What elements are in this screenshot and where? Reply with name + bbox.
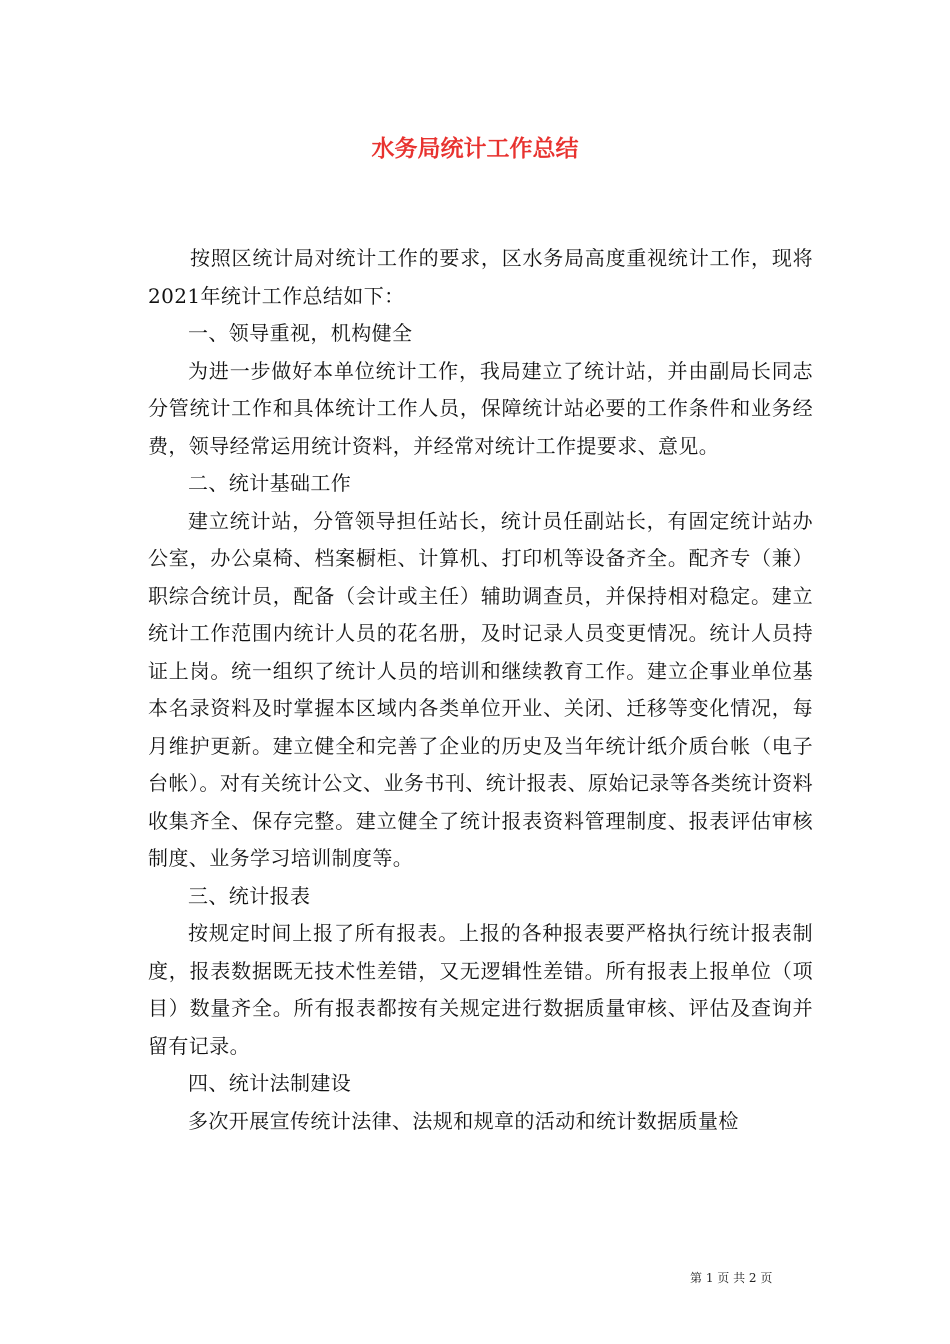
page-number: 第 1 页 共 2 页: [690, 1271, 773, 1285]
section-paragraph-4: 多次开展宣传统计法律、法规和规章的活动和统计数据质量检: [188, 1108, 739, 1133]
section-heading-2: 二、统计基础工作: [188, 471, 352, 495]
section-heading-3: 三、统计报表: [188, 883, 311, 908]
document-body: [148, 240, 813, 1140]
section-heading-1: 一、领导重视，机构健全: [188, 321, 413, 345]
section-heading-4: 四、统计法制建设: [188, 1071, 352, 1095]
section-paragraph-3: 按规定时间上报了所有报表。上报的各种报表要严格执行统计报表制度，报表数据既无技术性差错，又无逻辑性差错。所有报表上报单位（项目）数量齐全。所有报表都按有关规定进行数据质量审核、评估及查询并留有记录。: [148, 921, 813, 1058]
section-paragraph-2: 建立统计站，分管领导担任站长，统计员任副站长，有固定统计站办公室，办公桌椅、档案橱柜、计算机、打印机等设备齐全。配齐专（兼）职综合统计员，配备（会计或主任）辅助调查员，并保持相对稳定。建立统计工作范围内统计人员的花名册，及时记录人员变更情况。统计人员持证上岗。统一组织了统计人员的培训和继续教育工作。建立企事业单位基本名录资料及时掌握本区域内各类单位开业、关闭、迁移等变化情况，每月维护更新。建立健全和完善了企业的历史及当年统计纸介质台帐（电子台帐）。对有关统计公文、业务书刊、统计报表、原始记录等各类统计资料收集齐全、保存完整。建立健全了统计报表资料管理制度、报表评估审核制度、业务学习培训制度等。: [148, 508, 813, 870]
document-title: 水务局统计工作总结: [371, 136, 579, 162]
section-paragraph-1: 为进一步做好本单位统计工作，我局建立了统计站，并由副局长同志分管统计工作和具体统计工作人员，保障统计站必要的工作条件和业务经费，领导经常运用统计资料，并经常对统计工作提要求、意见。: [148, 358, 813, 458]
intro-paragraph: 按照区统计局对统计工作的要求，区水务局高度重视统计工作，现将2021年统计工作总结如下：: [148, 246, 813, 308]
